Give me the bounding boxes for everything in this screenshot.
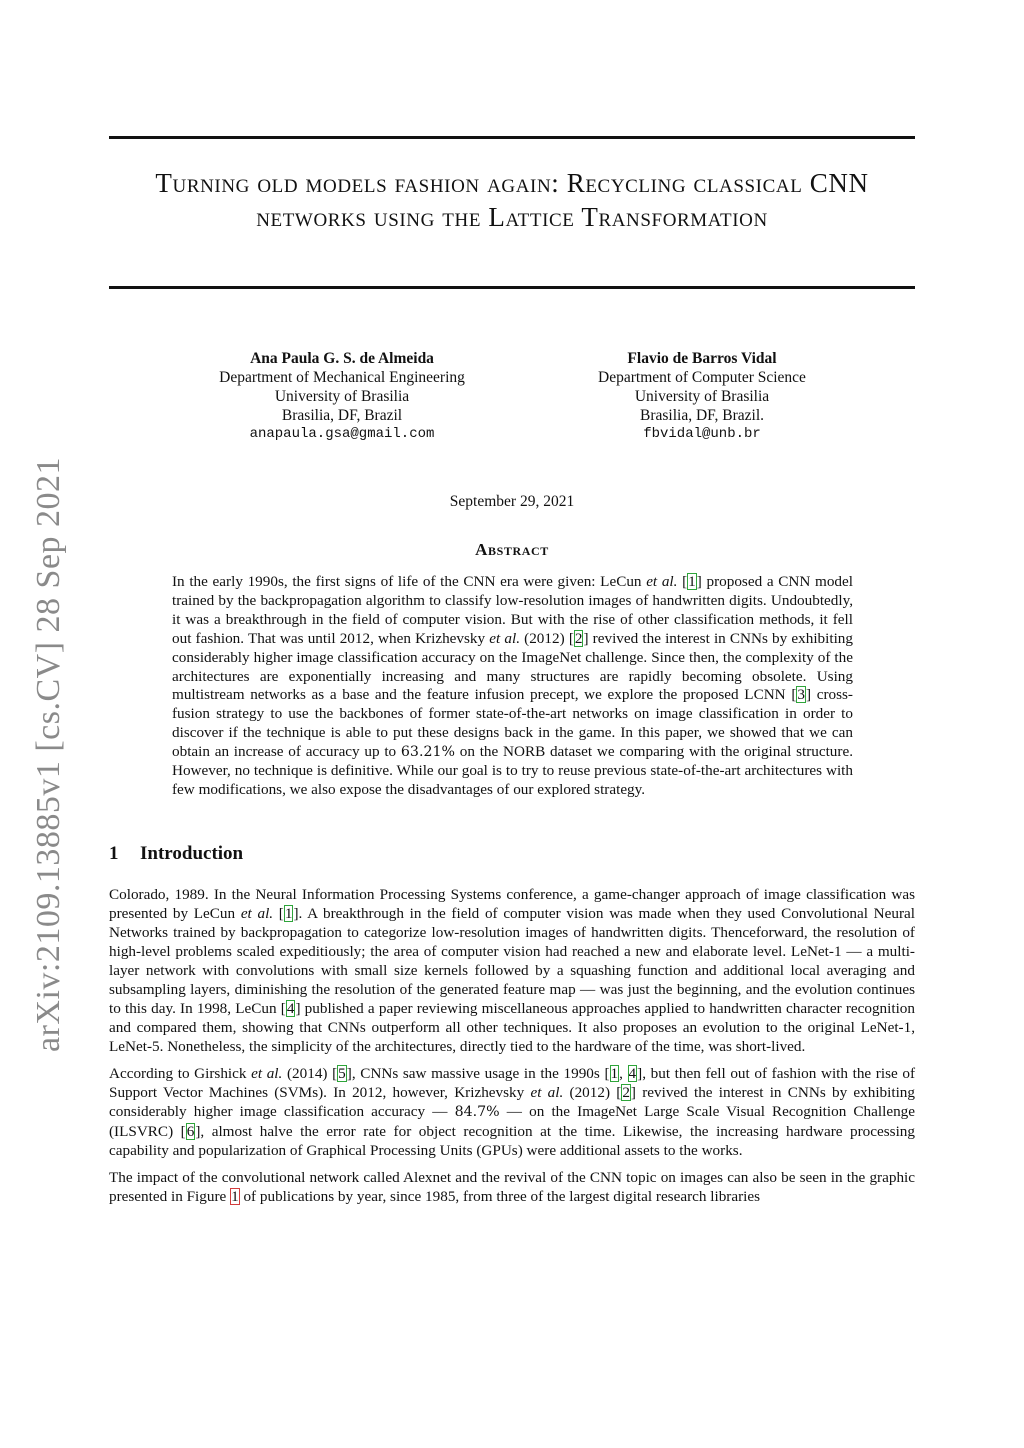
abstract-body: In the early 1990s, the first signs of life of the CNN era were given: LeCun et al. [1] proposed a CNN model trained by the backpropagation algorithm to classify low-resolution images of handwritten digits. Undoubtedly, it was a breakthrough in the field of computer vision. But with the rise of other classification methods, it fell out fashion. That was until 2012, when Krizhevsky et al. (2012) [2] revived the interest in CNNs by exhibiting considerably higher image classification accuracy on the ImageNet challenge. Since then, the complexity of the architectures are exponentially increasing and many structures are rapidly becoming obsolete. Using multistream networks as a base and the feature infusion precept, we explore the proposed LCNN [3] cross-fusion strategy to use the backbones of former state-of-the-art networks on image classification in order to discover if the technique is able to put these designs back in the game. In this paper, we showed that we can obtain an increase of accuracy up to 63.21% on the NORB dataset we comparing with the original structure. However, no technique is definitive. While our goal is to try to reuse previous state-of-the-art architectures with few modifications, we also expose the disadvantages of our explored strategy. [172, 573, 853, 798]
author-department: Department of Computer Science [598, 369, 806, 386]
paragraph-text: (2014) [282, 1065, 333, 1082]
author-university: University of Brasilia [274, 388, 410, 405]
abstract-text: cross-fusion strategy to use the backbones of former state-of-the-art networks on image classification in order to discover if the technique is able to put these designs back in the game. In this paper, we showed that we can obtain an increase of accuracy up to [172, 686, 853, 761]
abstract-text: on the NORB dataset we comparing with the original structure. However, no technique is definitive. While our goal is to try to reuse previous state-of-the-art architectures with few modifications, we also expose the disadvantages of our explored strategy. [172, 743, 853, 798]
paragraph-text: , but then fell out of fashion with the rise of Support Vector Machines (SVMs). In 2012, however, Krizhevsky [109, 1065, 916, 1101]
paragraph [109, 1168, 915, 1206]
et-al: et al. [251, 1065, 283, 1082]
section-title: Introduction [140, 843, 244, 864]
author-location: Brasilia, DF, Brazil [281, 407, 403, 424]
paragraph-text: (2012) [563, 1084, 617, 1101]
paragraph-text: Colorado, 1989. In the Neural Information Processing Systems conference, a game-changer approach of image classification was presented by LeCun [109, 886, 915, 922]
section-heading-introduction [109, 843, 243, 865]
abstract-heading: Abstract [475, 540, 549, 559]
author-block-1 [172, 349, 512, 444]
abstract-text: revived the interest in CNNs by exhibiting considerably higher image classification accuracy on the ImageNet challenge. Since then, the complexity of the architectures are exponentially increasing and many structures are rapidly becoming obsolete. Using multistream networks as a base and the feature infusion precept, we explore the proposed LCNN [172, 629, 853, 704]
paragraph-text: of publications by year, since 1985, from three of the largest digital research libraries [239, 1188, 761, 1205]
arxiv-identifier-stamp: arXiv:2109.13885v1 [cs.CV] 28 Sep 2021 [30, 456, 67, 1052]
abstract-text: proposed a CNN model trained by the backpropagation algorithm to classify low-resolution images of handwritten digits. Undoubtedly, it was a breakthrough in the field of computer vision. But with the rise of other classification methods, it fell out fashion. That was until 2012, when Krizhevsky [172, 573, 853, 647]
title-bottom-rule [109, 286, 915, 289]
author-department: Department of Mechanical Engineering [219, 369, 465, 386]
paragraph-text: The impact of the convolutional network called Alexnet and the revival of the CNN topic on images can also be seen in the graphic presented in Figure [109, 1169, 915, 1205]
section-number: 1 [109, 843, 119, 864]
author-name: Ana Paula G. S. de Almeida [250, 350, 434, 367]
paragraph-text: , almost halve the error rate for object recognition at the time. Likewise, the increasing hardware processing capability and popularization of Graphical Processing Units (GPUs) were additional assets to the works. [109, 1123, 915, 1159]
paragraph-text: According to Girshick [109, 1065, 252, 1082]
math-value: 84.7% [454, 1104, 500, 1120]
et-al: et al. [240, 905, 274, 922]
citation-link[interactable]: 5 [338, 1065, 346, 1082]
citation-link[interactable]: 1 [688, 573, 696, 590]
author-location: Brasilia, DF, Brazil. [639, 407, 765, 424]
abstract-text: In the early 1990s, the first signs of life of the CNN era were given: LeCun [172, 573, 647, 590]
citation-link[interactable]: 3 [797, 686, 805, 704]
citation-separator: , [619, 1065, 628, 1082]
et-al: et al. [530, 1084, 564, 1101]
paragraph-text: . A breakthrough in the field of computer vision was made when they used Convolutional Neural Networks trained by backpropagation to categorize low-resolution images of handwritten digits. Thenceforward, the resolution of high-level problems scaled expeditiously; the area of computer vision had reached a new and elaborate level. LeNet-1 — a multi-layer network with convolutions with small size kernels followed by a squashing function and additional local averaging and subsampling layers, diminishing the resolution of the generated feature map — was just the beginning, and the evolution continues to this day. In 1998, LeCun [109, 905, 916, 1017]
paragraph-text: revived the interest in CNNs by exhibiting considerably higher image classification accuracy — [109, 1084, 915, 1120]
et-al: et al. [489, 629, 520, 647]
publication-date: September 29, 2021 [449, 493, 575, 510]
citation-link[interactable]: 1 [610, 1065, 619, 1082]
citation-link[interactable]: 2 [574, 629, 583, 647]
citation-link[interactable]: 2 [622, 1084, 630, 1101]
abstract-text: (2012) [520, 629, 569, 647]
citation-link[interactable]: 6 [186, 1123, 195, 1140]
author-block-2 [532, 349, 872, 444]
paragraph-text: published a paper reviewing miscellaneous approaches applied to handwritten character recognition and compared them, showing that CNNs outperform all other techniques. It also proposes an evolution to the original LeNet-1, LeNet-5. Nonetheless, the simplicity of the architectures, directly tied to the hardware of the time, was short-lived. [109, 1000, 915, 1055]
et-al: et al. [646, 573, 678, 590]
math-value: 63.21% [400, 744, 456, 761]
author-email[interactable]: anapaula.gsa@gmail.com [249, 426, 435, 442]
citation-link[interactable]: 4 [286, 1000, 295, 1017]
author-university: University of Brasilia [634, 388, 770, 405]
paper-title: Turning old models fashion again: Recycling classical CNN networks using the Lattice Transformation [155, 168, 869, 232]
citation-link[interactable]: 1 [284, 905, 293, 922]
author-email[interactable]: fbvidal@unb.br [643, 426, 761, 442]
paragraph-text: — on the ImageNet Large Scale Visual Recognition Challenge (ILSVRC) [109, 1103, 915, 1140]
introduction-body [109, 885, 915, 1214]
figure-link[interactable]: 1 [231, 1188, 239, 1205]
paragraph: According to Girshick et al. (2014) [5], CNNs saw massive usage in the 1990s [1, 4], but then fell out of fashion with the rise of Support Vector Machines (SVMs). In 2012, however, Krizhevsky et al. (2012) [2] revived the interest in CNNs by exhibiting considerably higher image classification accuracy — 84.7% — on the ImageNet Large Scale Visual Recognition Challenge (ILSVRC) [6], almost halve the error rate for object recognition at the time. Likewise, the increasing hardware processing capability and popularization of Graphical Processing Units (GPUs) were additional assets to the works. [109, 1065, 916, 1159]
citation-link[interactable]: 4 [628, 1065, 637, 1082]
title-top-rule [109, 136, 915, 139]
author-name: Flavio de Barros Vidal [627, 350, 777, 367]
paragraph: Colorado, 1989. In the Neural Information Processing Systems conference, a game-changer approach of image classification was presented by LeCun et al. [1]. A breakthrough in the field of computer vision was made when they used Convolutional Neural Networks trained by backpropagation to categorize low-resolution images of handwritten digits. Thenceforward, the resolution of high-level problems scaled expeditiously; the area of computer vision had reached a new and elaborate level. LeNet-1 — a multi-layer network with convolutions with small size kernels followed by a squashing function and additional local averaging and subsampling layers, diminishing the resolution of the generated feature map — was just the beginning, and the evolution continues to this day. In 1998, LeCun [4] published a paper reviewing miscellaneous approaches applied to handwritten character recognition and compared them, showing that CNNs outperform all other techniques. It also proposes an evolution to the original LeNet-1, LeNet-5. Nonetheless, the simplicity of the architectures, directly tied to the hardware of the time, was short-lived. [109, 886, 916, 1055]
paragraph-text: , CNNs saw massive usage in the 1990s [351, 1065, 605, 1082]
